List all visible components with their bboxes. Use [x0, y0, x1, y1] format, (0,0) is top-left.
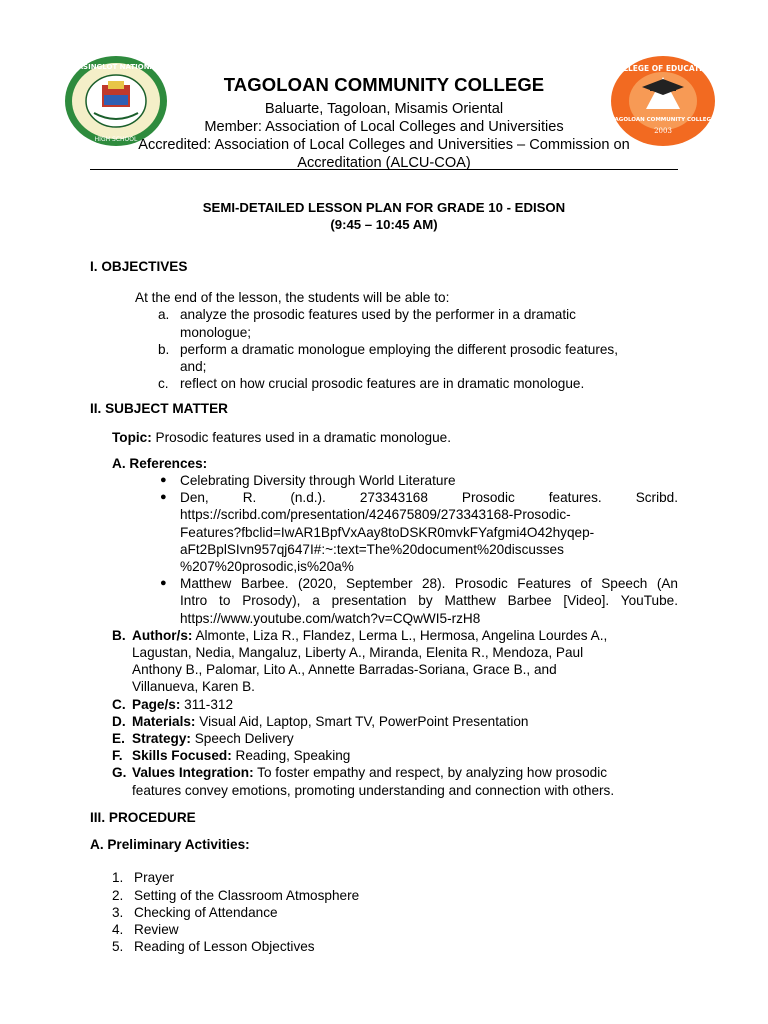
detail-text: Reading, Speaking [231, 748, 351, 764]
reference-text: Intro to Prosody), a presentation by Matthew Barbee [Video]. YouTube. [180, 593, 678, 609]
svg-text:TAGOLOAN COMMUNITY COLLEGE: TAGOLOAN COMMUNITY COLLEGE [611, 117, 715, 123]
detail-text: 311-312 [180, 696, 234, 712]
college-accreditation-line-2: Accreditation (ALCU-COA) [297, 155, 471, 171]
activity-text: Reading of Lesson Objectives [134, 939, 315, 955]
activity-marker: 4. [112, 921, 124, 937]
detail-text: Almonte, Liza R., Flandez, Lerma L., Hermosa, Angelina Lourdes A., [192, 627, 608, 643]
letterhead [100, 74, 668, 172]
reference-text: Den, R. (n.d.). 273343168 Prosodic features. Scribd. [180, 490, 678, 506]
objective-text-cont: monologue; [180, 324, 252, 340]
svg-text:HIGH SCHOOL: HIGH SCHOOL [94, 136, 138, 143]
activity-text: Review [134, 921, 179, 937]
college-name: TAGOLOAN COMMUNITY COLLEGE [223, 74, 545, 95]
objective-marker: a. [158, 307, 170, 323]
document-title [90, 200, 678, 233]
bullet-icon: ● [160, 491, 167, 504]
svg-text:2003: 2003 [654, 127, 672, 135]
reference-url: Features?fbclid=IwAR1BpfVxAay8toDSKR0mvkFYafgmi4O42hyqep- [180, 524, 595, 540]
subject-matter-heading: II. SUBJECT MATTER [90, 401, 228, 417]
objective-item [135, 375, 678, 392]
preliminary-activities-heading: A. Preliminary Activities: [90, 837, 250, 853]
college-address: Baluarte, Tagoloan, Misamis Oriental [264, 101, 504, 117]
objectives-list [90, 306, 678, 392]
activity-marker: 1. [112, 870, 124, 886]
detail-label: Skills Focused: [132, 748, 232, 764]
detail-label: Page/s: [132, 696, 181, 712]
reference-item [90, 489, 678, 575]
detail-text-cont: Lagustan, Nedia, Mangaluz, Liberty A., Miranda, Elenita R., Mendoza, Paul [132, 645, 584, 661]
reference-url: https://scribd.com/presentation/424675809/273343168-Prosodic- [180, 507, 571, 523]
topic-text: Prosodic features used in a dramatic monologue. [151, 429, 451, 445]
detail-label: Materials: [132, 713, 196, 729]
objective-text: analyze the prosodic features used by the performer in a dramatic [180, 307, 576, 323]
preliminary-activities-list [90, 869, 678, 955]
detail-marker: D. [112, 713, 126, 729]
detail-text: Visual Aid, Laptop, Smart TV, PowerPoint Presentation [195, 713, 529, 729]
objectives-heading: I. OBJECTIVES [90, 259, 188, 274]
detail-marker: G. [112, 765, 127, 781]
lesson-content [90, 258, 678, 955]
objective-item [135, 306, 678, 340]
activity-item [90, 904, 678, 921]
subject-detail-item [90, 764, 678, 798]
activity-marker: 2. [112, 887, 124, 903]
subject-details-list [90, 627, 678, 799]
topic-line [90, 429, 678, 446]
activity-item [90, 938, 678, 955]
detail-label: Author/s: [132, 627, 193, 643]
detail-marker: F. [112, 748, 123, 764]
detail-text-cont: features convey emotions, promoting understanding and connection with others. [132, 782, 615, 798]
bullet-icon: ● [160, 577, 167, 590]
subject-detail-item [90, 713, 678, 730]
detail-text-cont: Anthony B., Palomar, Lito A., Annette Barradas-Soriana, Grace B., and [132, 662, 557, 678]
topic-label: Topic: [112, 429, 152, 445]
subject-detail-item [90, 747, 678, 764]
detail-text: To foster empathy and respect, by analyzing how prosodic [253, 765, 608, 781]
subject-detail-item [90, 730, 678, 747]
detail-marker: E. [112, 731, 125, 747]
detail-marker: C. [112, 696, 126, 712]
references-list [90, 472, 678, 627]
detail-marker: B. [112, 627, 126, 643]
activity-text: Checking of Attendance [134, 904, 278, 920]
activity-item [90, 921, 678, 938]
activity-text: Setting of the Classroom Atmosphere [134, 887, 360, 903]
svg-text:COLLEGE OF EDUCATION: COLLEGE OF EDUCATION [611, 64, 715, 73]
detail-text-cont: Villanueva, Karen B. [132, 679, 255, 695]
subject-detail-item [90, 696, 678, 713]
college-membership: Member: Association of Local Colleges and Universities [204, 119, 564, 135]
reference-url: https://www.youtube.com/watch?v=CQwWI5-rzH8 [180, 610, 481, 626]
activity-item [90, 887, 678, 904]
reference-text: Matthew Barbee. (2020, September 28). Prosodic Features of Speech (An [180, 576, 678, 592]
reference-url: %207%20prosodic,is%20a% [180, 559, 354, 575]
objective-marker: b. [158, 341, 170, 357]
detail-text: Speech Delivery [190, 731, 294, 747]
bullet-icon: ● [160, 474, 167, 487]
references-heading: A. References: [112, 455, 208, 471]
objective-text: reflect on how crucial prosodic features are in dramatic monologue. [180, 376, 585, 392]
reference-url: aFt2BplSIvn957qj647I#:~:text=The%20document%20discusses [180, 541, 564, 557]
college-accreditation-line-1: Accredited: Association of Local Colleges and Universities – Commission on [138, 137, 630, 153]
activity-marker: 3. [112, 904, 124, 920]
objective-marker: c. [158, 376, 169, 392]
activity-marker: 5. [112, 939, 124, 955]
activity-text: Prayer [134, 870, 175, 886]
title-time: (9:45 – 10:45 AM) [330, 216, 438, 232]
objective-item [135, 341, 678, 375]
reference-item [90, 575, 678, 627]
reference-text: Celebrating Diversity through World Literature [180, 473, 456, 489]
title-line-1: SEMI-DETAILED LESSON PLAN FOR GRADE 10 - EDISON [202, 200, 566, 215]
objective-text-cont: and; [180, 359, 207, 375]
objectives-intro: At the end of the lesson, the students will be able to: [135, 290, 450, 306]
svg-text:CASINGLOT NATIONAL: CASINGLOT NATIONAL [72, 63, 160, 71]
activity-item [90, 869, 678, 886]
detail-label: Values Integration: [132, 765, 254, 781]
detail-label: Strategy: [132, 731, 191, 747]
header-divider [90, 169, 678, 170]
objective-text: perform a dramatic monologue employing the different prosodic features, [180, 341, 619, 357]
reference-item [90, 472, 678, 489]
procedure-heading: III. PROCEDURE [90, 809, 196, 825]
subject-detail-item [90, 627, 678, 696]
